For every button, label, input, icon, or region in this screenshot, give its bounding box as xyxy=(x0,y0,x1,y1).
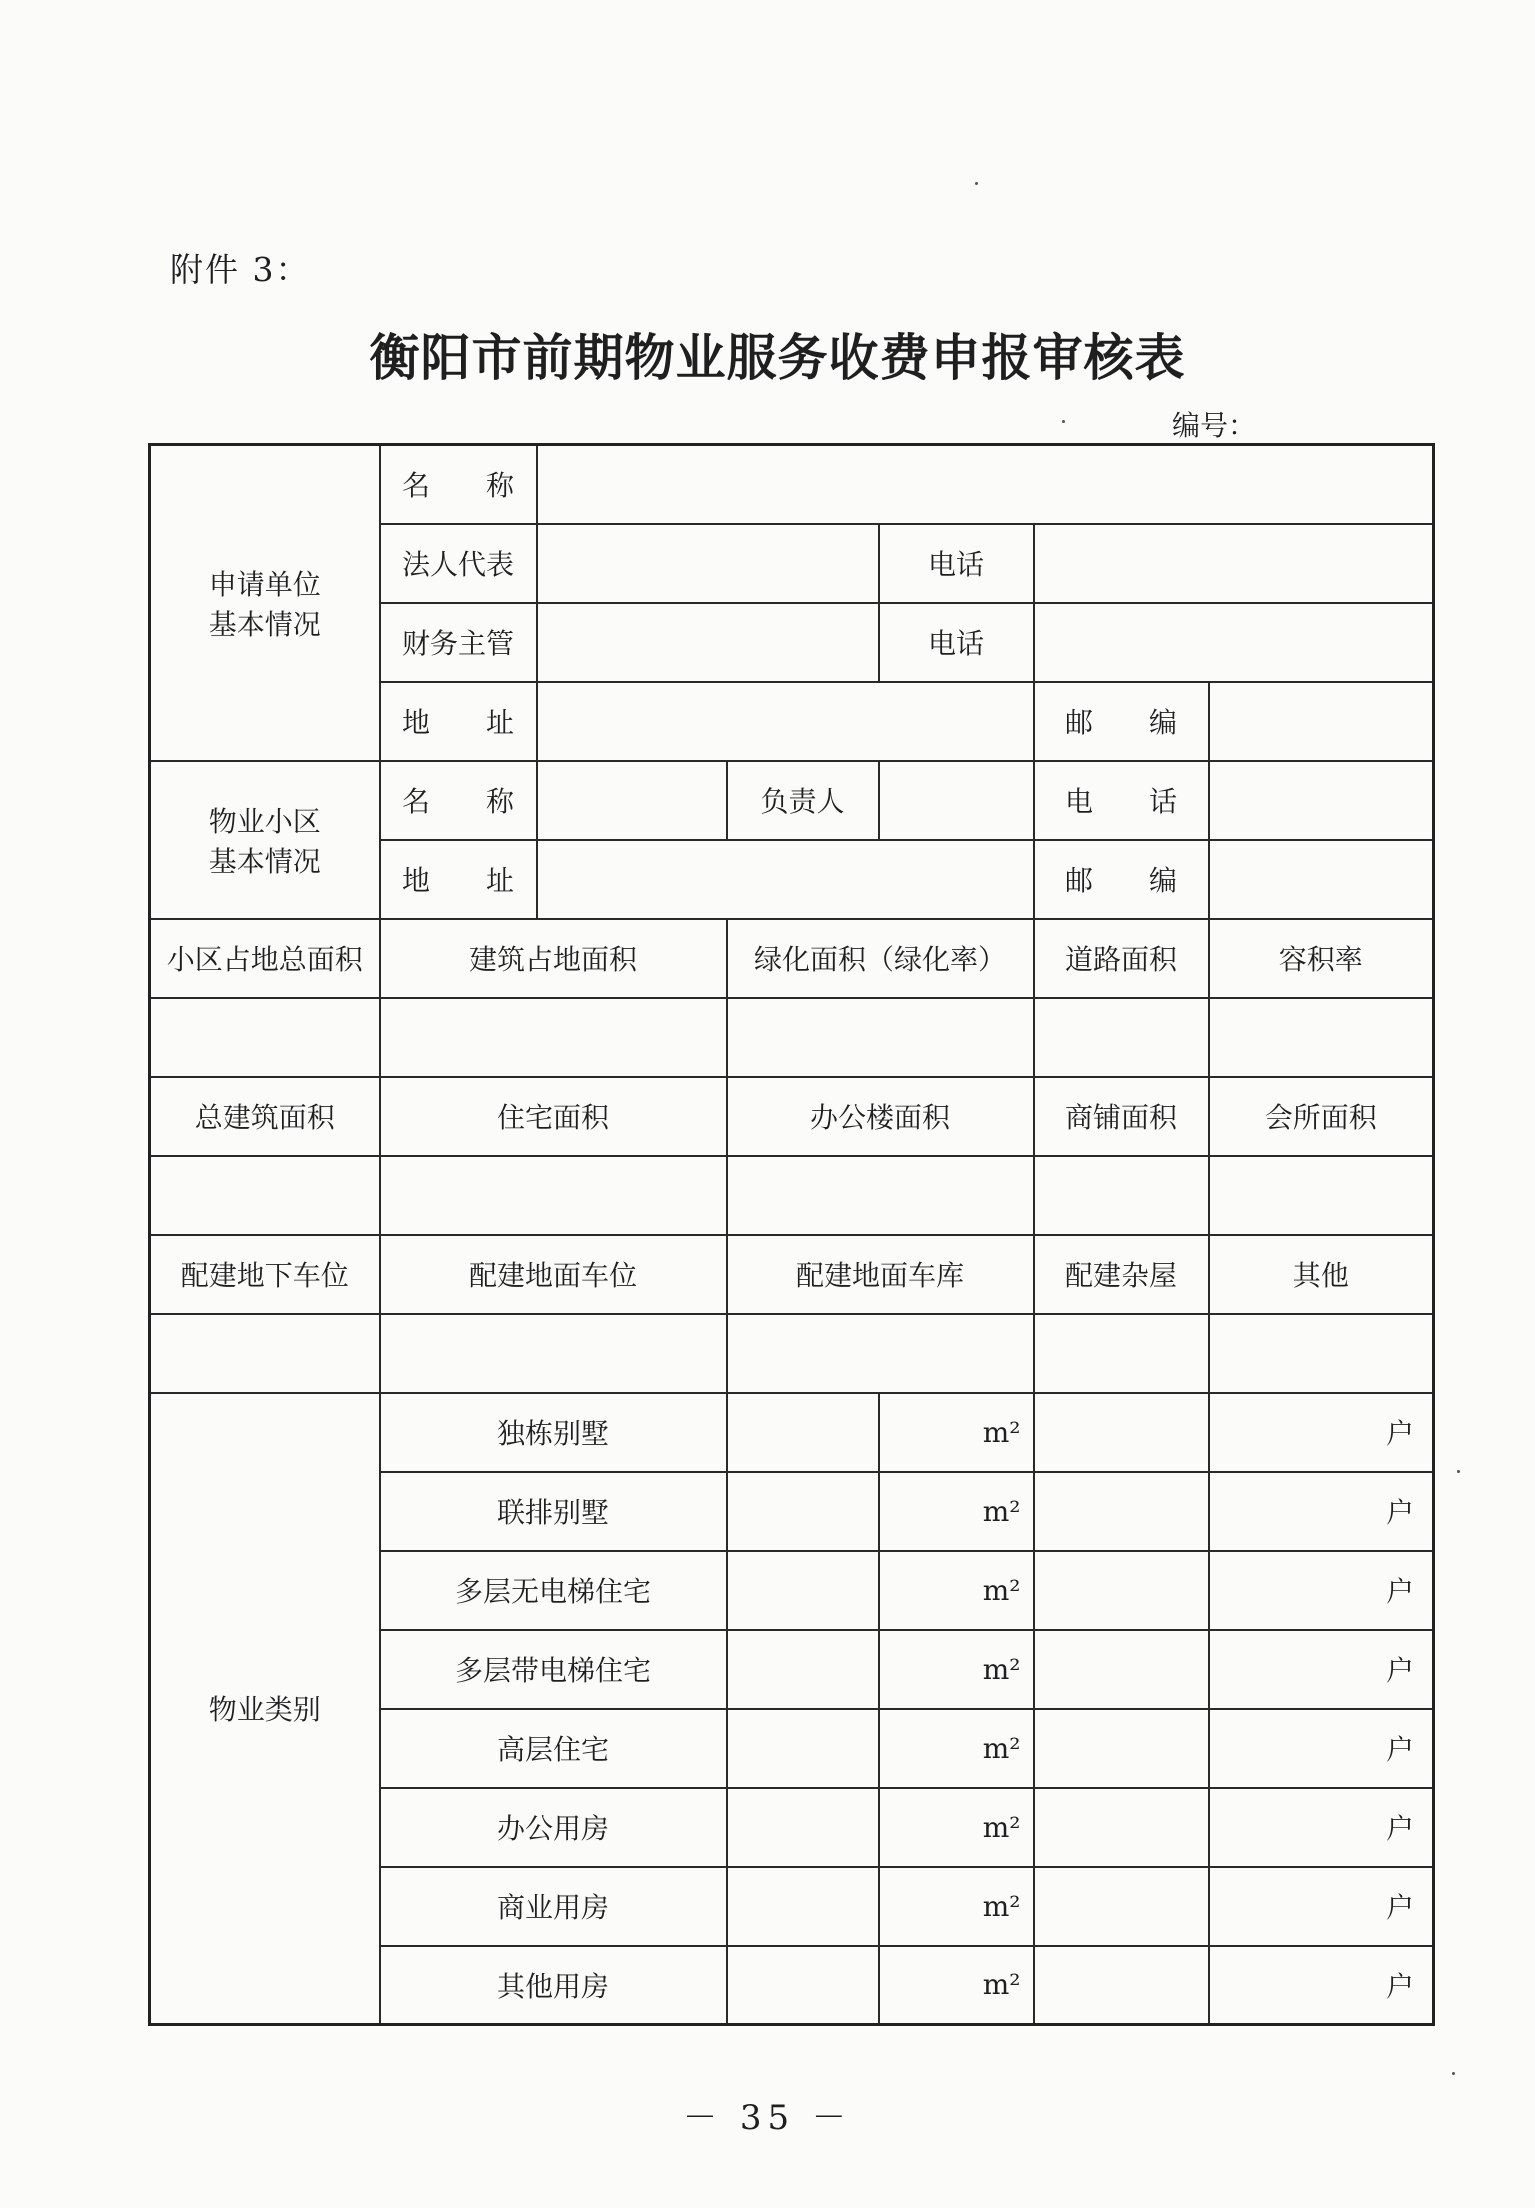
page-number: － 35 － xyxy=(683,2098,852,2138)
area-unit: m² xyxy=(879,1946,1034,2025)
household-unit: 户 xyxy=(1209,1788,1434,1867)
community-section-label xyxy=(150,761,380,919)
applicant-postcode-label: 邮 编 xyxy=(1034,682,1209,761)
storage-room-header: 配建杂屋 xyxy=(1034,1235,1209,1314)
category-item-label: 办公用房 xyxy=(380,1788,727,1867)
applicant-section-line2: 基本情况 xyxy=(208,607,321,641)
ground-garage-header: 配建地面车库 xyxy=(727,1235,1034,1314)
category-item-label: 多层带电梯住宅 xyxy=(380,1630,727,1709)
plot-ratio-header: 容积率 xyxy=(1209,919,1434,998)
ground-garage-field[interactable] xyxy=(727,1314,1034,1393)
category-area-field[interactable] xyxy=(727,1709,879,1788)
community-postcode-label: 邮 编 xyxy=(1034,840,1209,919)
household-unit: 户 xyxy=(1209,1946,1434,2025)
office-area-field[interactable] xyxy=(727,1156,1034,1235)
finance-manager-label: 财务主管 xyxy=(380,603,537,682)
applicant-name-label: 名 称 xyxy=(380,445,537,524)
category-household-field[interactable] xyxy=(1034,1867,1209,1946)
community-phone-field[interactable] xyxy=(1209,761,1434,840)
category-household-field[interactable] xyxy=(1034,1551,1209,1630)
scan-speck xyxy=(1457,1470,1460,1473)
attachment-label: 附件 3： xyxy=(170,250,311,289)
total-land-area-header: 小区占地总面积 xyxy=(150,919,380,998)
underground-parking-header: 配建地下车位 xyxy=(150,1235,380,1314)
community-name-label: 名 称 xyxy=(380,761,537,840)
residential-area-header: 住宅面积 xyxy=(380,1077,727,1156)
category-household-field[interactable] xyxy=(1034,1630,1209,1709)
applicant-postcode-field[interactable] xyxy=(1209,682,1434,761)
category-area-field[interactable] xyxy=(727,1551,879,1630)
community-manager-label: 负责人 xyxy=(727,761,879,840)
residential-area-field[interactable] xyxy=(380,1156,727,1235)
area-unit: m² xyxy=(879,1788,1034,1867)
household-unit: 户 xyxy=(1209,1393,1434,1472)
category-item-label: 多层无电梯住宅 xyxy=(380,1551,727,1630)
serial-number-label: 编号： xyxy=(1172,409,1257,442)
category-household-field[interactable] xyxy=(1034,1946,1209,2025)
building-footprint-header: 建筑占地面积 xyxy=(380,919,727,998)
ground-parking-header: 配建地面车位 xyxy=(380,1235,727,1314)
total-land-area-field[interactable] xyxy=(150,998,380,1077)
category-area-field[interactable] xyxy=(727,1393,879,1472)
scan-speck xyxy=(975,182,978,185)
legal-rep-phone-label: 电话 xyxy=(879,524,1034,603)
category-household-field[interactable] xyxy=(1034,1472,1209,1551)
household-unit: 户 xyxy=(1209,1867,1434,1946)
form-title: 衡阳市前期物业服务收费申报审核表 xyxy=(369,328,1186,387)
shop-area-field[interactable] xyxy=(1034,1156,1209,1235)
legal-rep-phone-field[interactable] xyxy=(1034,524,1434,603)
legal-rep-field[interactable] xyxy=(537,524,879,603)
applicant-address-label: 地 址 xyxy=(380,682,537,761)
building-footprint-field[interactable] xyxy=(380,998,727,1077)
community-name-field[interactable] xyxy=(537,761,727,840)
community-postcode-field[interactable] xyxy=(1209,840,1434,919)
community-section-line2: 基本情况 xyxy=(208,844,321,878)
category-item-label: 联排别墅 xyxy=(380,1472,727,1551)
storage-room-field[interactable] xyxy=(1034,1314,1209,1393)
other-header: 其他 xyxy=(1209,1235,1434,1314)
area-unit: m² xyxy=(879,1393,1034,1472)
category-area-field[interactable] xyxy=(727,1788,879,1867)
household-unit: 户 xyxy=(1209,1551,1434,1630)
property-category-label: 物业类别 xyxy=(150,1393,380,2025)
area-unit: m² xyxy=(879,1709,1034,1788)
legal-rep-label: 法人代表 xyxy=(380,524,537,603)
community-address-field[interactable] xyxy=(537,840,1034,919)
area-unit: m² xyxy=(879,1472,1034,1551)
finance-manager-field[interactable] xyxy=(537,603,879,682)
category-area-field[interactable] xyxy=(727,1472,879,1551)
clubhouse-area-field[interactable] xyxy=(1209,1156,1434,1235)
green-area-header: 绿化面积（绿化率） xyxy=(727,919,1034,998)
category-household-field[interactable] xyxy=(1034,1393,1209,1472)
category-item-label: 其他用房 xyxy=(380,1946,727,2025)
community-section-line1: 物业小区 xyxy=(208,804,321,838)
household-unit: 户 xyxy=(1209,1630,1434,1709)
road-area-header: 道路面积 xyxy=(1034,919,1209,998)
underground-parking-field[interactable] xyxy=(150,1314,380,1393)
community-phone-label: 电 话 xyxy=(1034,761,1209,840)
applicant-section-label xyxy=(150,445,380,761)
plot-ratio-field[interactable] xyxy=(1209,998,1434,1077)
community-address-label: 地 址 xyxy=(380,840,537,919)
community-manager-field[interactable] xyxy=(879,761,1034,840)
application-form-table xyxy=(148,443,1435,2026)
area-unit: m² xyxy=(879,1867,1034,1946)
category-item-label: 独栋别墅 xyxy=(380,1393,727,1472)
finance-phone-label: 电话 xyxy=(879,603,1034,682)
finance-phone-field[interactable] xyxy=(1034,603,1434,682)
shop-area-header: 商铺面积 xyxy=(1034,1077,1209,1156)
applicant-section-line1: 申请单位 xyxy=(208,567,321,601)
green-area-field[interactable] xyxy=(727,998,1034,1077)
category-item-label: 高层住宅 xyxy=(380,1709,727,1788)
area-unit: m² xyxy=(879,1630,1034,1709)
category-area-field[interactable] xyxy=(727,1867,879,1946)
category-household-field[interactable] xyxy=(1034,1709,1209,1788)
total-building-area-header: 总建筑面积 xyxy=(150,1077,380,1156)
category-household-field[interactable] xyxy=(1034,1788,1209,1867)
category-item-label: 商业用房 xyxy=(380,1867,727,1946)
household-unit: 户 xyxy=(1209,1472,1434,1551)
clubhouse-area-header: 会所面积 xyxy=(1209,1077,1434,1156)
road-area-field[interactable] xyxy=(1034,998,1209,1077)
ground-parking-field[interactable] xyxy=(380,1314,727,1393)
applicant-name-field[interactable] xyxy=(537,445,1434,524)
household-unit: 户 xyxy=(1209,1709,1434,1788)
office-area-header: 办公楼面积 xyxy=(727,1077,1034,1156)
applicant-address-field[interactable] xyxy=(537,682,1034,761)
other-field[interactable] xyxy=(1209,1314,1434,1393)
area-unit: m² xyxy=(879,1551,1034,1630)
total-building-area-field[interactable] xyxy=(150,1156,380,1235)
scan-speck xyxy=(1062,420,1065,423)
category-area-field[interactable] xyxy=(727,1630,879,1709)
scan-speck xyxy=(1452,2072,1455,2075)
category-area-field[interactable] xyxy=(727,1946,879,2025)
